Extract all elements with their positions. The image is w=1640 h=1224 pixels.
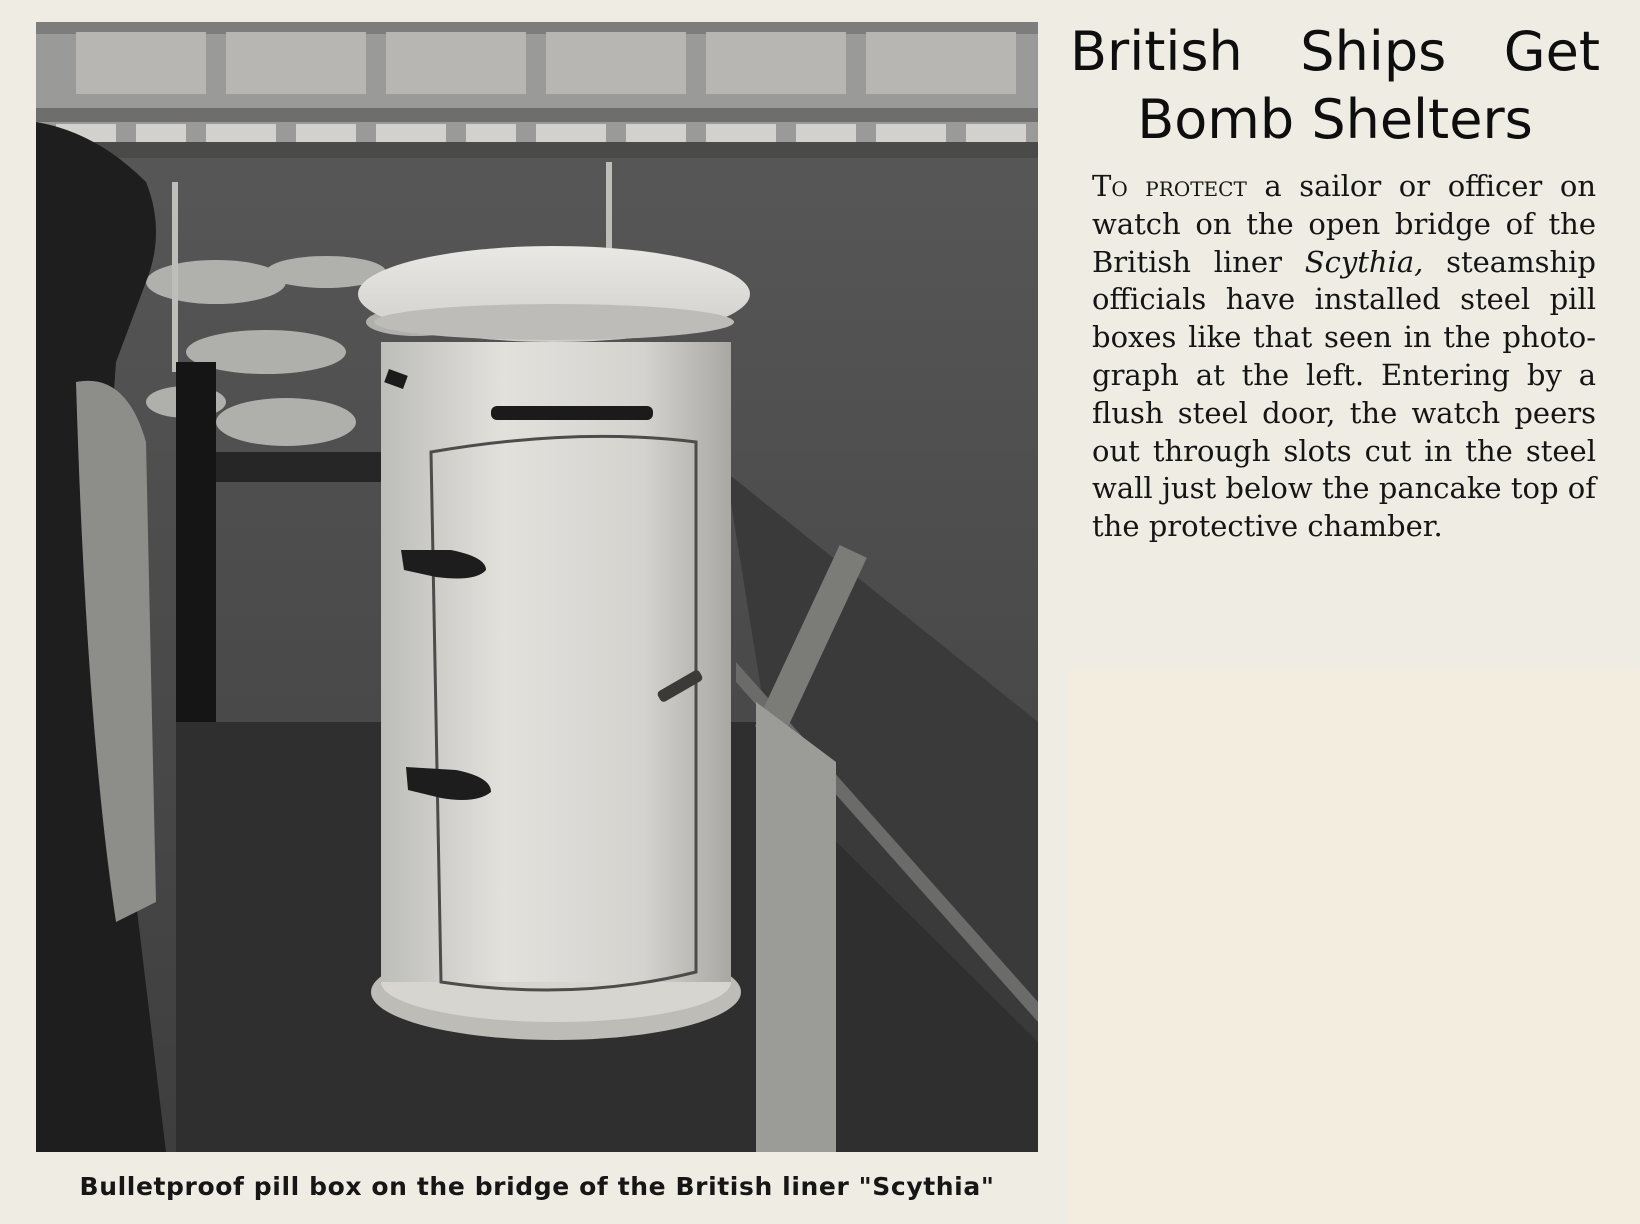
headline-line-2: Bomb Shelters	[1137, 88, 1533, 151]
article-headline	[1070, 18, 1600, 154]
article-body	[1092, 168, 1596, 546]
ship-name: Scythia,	[1304, 244, 1424, 279]
body-lead: To protect	[1092, 169, 1247, 203]
body-part-1: a sailor or officer on watch on the open bridge of the British liner	[1092, 169, 1596, 279]
headline-line-1: British Ships Get	[1070, 20, 1600, 83]
body-part-2: steamship officials have installed steel pill boxes like that seen in the photograph at the left. Entering by a flush steel door, the watch peers out through slots cut in the steel wall just below the pancake top of the protective chamber.	[1092, 244, 1596, 544]
background-panel	[1068, 670, 1640, 1224]
photo-caption: Bulletproof pill box on the bridge of the British liner "Scythia"	[79, 1172, 995, 1201]
article-photo	[36, 22, 1038, 1152]
